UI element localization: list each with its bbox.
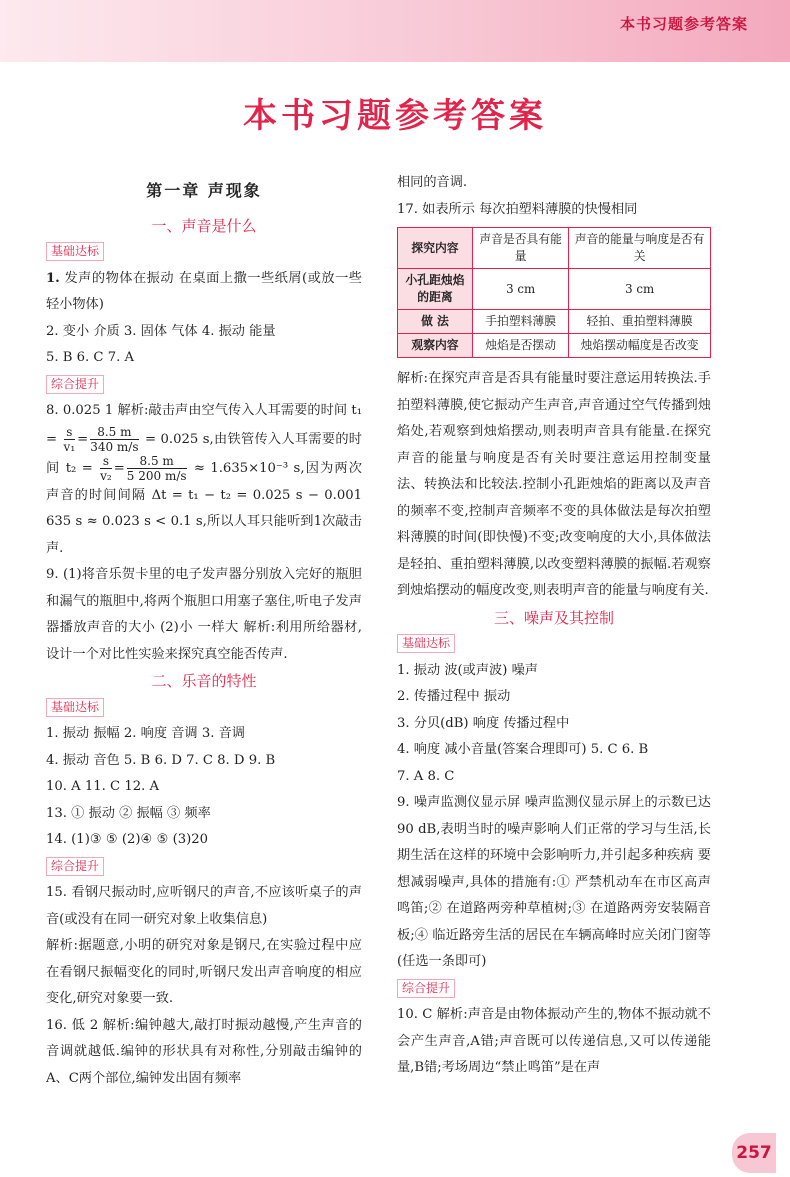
answer-line: 8. 0.025 1 解析:敲击声由空气传入人耳需要的时间 t₁ = $\frac{s}{\text{v₁}}$ = $\frac{8.5 m}{340 m/s}$ = 0.025 s,由铁管传入人耳需要的时间 t₂ = $\frac{s}{\text{v₂}}$ = $\frac{8.5 m}{5 200 m/s}$ ≈ 1.635×10⁻³ s,因为两次声音的时间间隔 Δt = t₁ − t₂ = 0.025 s − 0.001 635 s ≈ 0.023 s < 0.1 s,所以人耳只能听到1次敲击声.	[46, 403, 362, 556]
right-column	[397, 170, 711, 1082]
table-cell: 手拍塑料薄膜	[473, 310, 569, 334]
fraction: $\frac{s}{\text{v₁}}$	[63, 424, 76, 454]
table-cell: 声音是否具有能量	[473, 228, 569, 269]
table-cell: 声音的能量与响度是否有关	[569, 228, 711, 269]
answer-line: 14. (1)③ ⑤ (2)④ ⑤ (3)20	[46, 832, 209, 847]
tag-advanced: 综合提升	[46, 857, 104, 876]
table-row	[398, 334, 711, 358]
table-header-cell: 小孔距烛焰的距离	[398, 269, 473, 310]
answer-line: 4. 振动 音色 5. B 6. D 7. C 8. D 9. B	[46, 752, 276, 768]
answer-line: 4. 响度 减小音量(答案合理即可) 5. C 6. B	[397, 742, 649, 757]
answer-line: 1. 振动 波(或声波) 噪声	[397, 662, 538, 678]
fraction: $\frac{8.5 m}{340 m/s}$	[90, 424, 139, 454]
answer-line: 10. A 11. C 12. A	[46, 779, 160, 794]
table-cell: 烛焰摆动幅度是否改变	[569, 334, 711, 358]
tag-basic: 基础达标	[46, 242, 104, 261]
answer-line: 16. 低 2 解析:编钟越大,敲打时振动越慢,产生声音的音调就越低.编钟的形状具有对称性,分别敲击编钟的A、C两个部位,编钟发出固有频率	[46, 1017, 362, 1086]
answer-line: 15. 看钢尺振动时,应听钢尺的声音,不应该听桌子的声音(或没有在同一研究对象上收集信息)	[46, 885, 362, 927]
answer-line: 相同的音调.	[397, 175, 468, 190]
page-title: 本书习题参考答案	[243, 96, 547, 136]
table-cell: 烛焰是否摆动	[473, 334, 569, 358]
tag-basic: 基础达标	[397, 634, 455, 653]
section-title: 三、噪声及其控制	[493, 608, 614, 627]
answer-line: 7. A 8. C	[397, 768, 455, 784]
answer-line: 9. (1)将音乐贺卡里的电子发声器分别放入完好的瓶胆和漏气的瓶胆中,将两个瓶胆口用塞子塞住,听电子发声器播放声音的大小 (2)小 一样大 解析:利用所给器材,设计一个对比性实验来探究真空能否传声.	[46, 567, 362, 662]
answer-line: 17. 如表所示 每次拍塑料薄膜的快慢相同	[397, 201, 638, 217]
table-header-cell: 做 法	[398, 310, 473, 334]
answer-line: 13. ① 振动 ② 振幅 ③ 频率	[46, 805, 211, 821]
answer-line: 5. B 6. C 7. A	[46, 350, 135, 365]
answer-line: 1. 发声的物体在振动 在桌面上撒一些纸屑(或放一些轻小物体)	[46, 270, 362, 312]
table-row	[398, 228, 711, 269]
table-cell: 3 cm	[569, 269, 711, 310]
tag-advanced: 综合提升	[46, 375, 104, 394]
section-title: 一、声音是什么	[151, 216, 257, 235]
chapter-title: 第一章 声现象	[146, 181, 262, 200]
fraction: $\frac{s}{\text{v₂}}$	[100, 453, 112, 483]
experiment-table	[397, 227, 711, 358]
fraction: $\frac{8.5 m}{5 200 m/s}$	[126, 453, 187, 483]
table-row	[398, 310, 711, 334]
table-header-cell: 探究内容	[398, 228, 473, 269]
table-cell: 3 cm	[473, 269, 569, 310]
tag-advanced: 综合提升	[397, 979, 455, 998]
answer-line: 解析:在探究声音是否具有能量时要注意运用转换法.手拍塑料薄膜,使它振动产生声音,声音通过空气传播到烛焰处,若观察到烛焰摆动,则表明声音具有能量.在探究声音的能量与响度是否有关时要注意运用控制变量法、转换法和比较法.控制小孔距烛焰的距离以及声音的频率不变,控制声音频率不变的具体做法是每次拍塑料薄膜的时间(即快慢)不变;改变响度的大小,具体做法是轻拍、重拍塑料薄膜,以改变塑料薄膜的振幅.若观察到烛焰摆动的幅度改变,则表明声音的能量与响度有关.	[397, 371, 711, 598]
answer-line: 9. 噪声监测仪显示屏 噪声监测仪显示屏上的示数已达 90 dB,表明当时的噪声影响人们正常的学习与生活,长期生活在这样的环境中会影响听力,并引起多种疾病 要想减弱噪声,具体的措施有:① 严禁机动车在市区高声鸣笛;② 在道路两旁种草植树;③ 在道路两旁安装隔音板;④ 临近路旁生活的居民在车辆高峰时应关闭门窗等(任选一条即可)	[397, 795, 711, 969]
answer-line: 2. 变小 介质 3. 固体 气体 4. 振动 能量	[46, 323, 276, 339]
tag-basic: 基础达标	[46, 698, 104, 717]
running-title: 本书习题参考答案	[619, 15, 748, 33]
page-number: 257	[732, 1133, 776, 1173]
answer-line: 3. 分贝(dB) 响度 传播过程中	[397, 715, 570, 731]
table-row	[398, 269, 711, 310]
answer-line: 1. 振动 振幅 2. 响度 音调 3. 音调	[46, 726, 245, 741]
section-title: 二、乐音的特性	[151, 672, 257, 690]
answer-line: 2. 传播过程中 振动	[397, 689, 511, 704]
table-header-cell: 观察内容	[398, 334, 473, 358]
table-cell: 轻拍、重拍塑料薄膜	[569, 310, 711, 334]
left-column	[46, 170, 362, 1092]
answer-line: 解析:据题意,小明的研究对象是钢尺,在实验过程中应在看钢尺振幅变化的同时,听钢尺发出声音响度的相应变化,研究对象要一致.	[46, 938, 362, 1006]
answer-line: 10. C 解析:声音是由物体振动产生的,物体不振动就不会产生声音,A错;声音既可以传递信息,又可以传递能量,B错;考场周边“禁止鸣笛”是在声	[397, 1007, 711, 1075]
